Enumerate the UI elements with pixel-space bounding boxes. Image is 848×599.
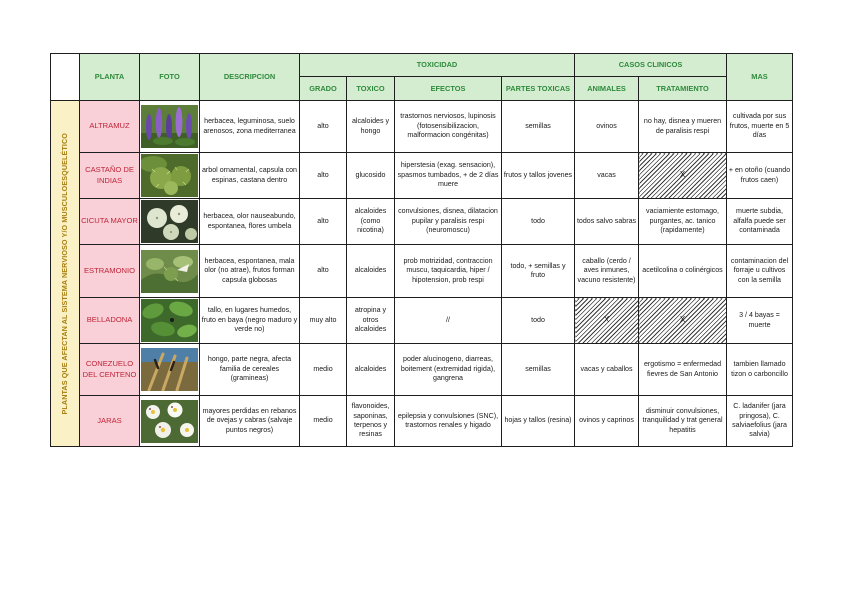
header-descripcion: DESCRIPCION (200, 54, 300, 101)
tratamiento-cell-hatched: X (639, 298, 727, 344)
hemlock-photo (141, 200, 198, 243)
ergot-photo (141, 348, 198, 391)
tratamiento-cell: disminuir convulsiones, tranquilidad y trat general hepatitis (639, 396, 727, 447)
table-row (51, 153, 793, 199)
partes-cell: todo (502, 298, 575, 344)
animales-cell: caballo (cerdo / aves inmunes, vacuno resistente) (575, 245, 639, 298)
partes-cell: todo, + semillas y fruto (502, 245, 575, 298)
tratamiento-cell: vaciamiente estomago, purgantes, ac. tanico (rapidamente) (639, 199, 727, 245)
grado-cell: medio (300, 344, 347, 396)
plant-name: BELLADONA (80, 298, 140, 344)
header-tratamiento: TRATAMIENTO (639, 77, 727, 101)
grado-cell: muy alto (300, 298, 347, 344)
rockrose-photo (141, 400, 198, 443)
efectos-cell: hiperstesia (exag. sensacion), spasmos tumbados, + de 2 días muere (395, 153, 502, 199)
header-casos-clinicos: CASOS CLINICOS (575, 54, 727, 77)
efectos-cell: convulsiones, disnea, dilatacion pupilar y paralisis respi (neuromoscu) (395, 199, 502, 245)
grado-cell: alto (300, 199, 347, 245)
animales-cell: ovinos y caprinos (575, 396, 639, 447)
plant-name: ESTRAMONIO (80, 245, 140, 298)
plant-name: CASTAÑO DE INDIAS (80, 153, 140, 199)
side-category-text: PLANTAS QUE AFECTAN AL SISTEMA NERVIOSO Y/O MUSCULOESQUELÉTICO (60, 132, 70, 415)
mas-cell: cultivada por sus frutos, muerte en 5 días (727, 101, 793, 153)
partes-cell: frutos y tallos jovenes (502, 153, 575, 199)
tratamiento-cell: acetilcolina o colinérgicos (639, 245, 727, 298)
plant-name: ALTRAMUZ (80, 101, 140, 153)
efectos-cell: epilepsia y convulsiones (SNC), trastornos renales y higado (395, 396, 502, 447)
mas-cell: + en otoño (cuando frutos caen) (727, 153, 793, 199)
efectos-cell: poder alucinogeno, diarreas, boitement (extremidad rigida), gangrena (395, 344, 502, 396)
header-partes-toxicas: PARTES TOXICAS (502, 77, 575, 101)
efectos-cell: trastornos nerviosos, lupinosis (fotosensibilizacion, malformacion congénitas) (395, 101, 502, 153)
toxico-cell: alcaloides y hongo (347, 101, 395, 153)
photo-cell (140, 344, 200, 396)
photo-cell (140, 396, 200, 447)
descripcion-cell: hongo, parte negra, afecta familia de cereales (gramineas) (200, 344, 300, 396)
toxico-cell: alcaloides (347, 344, 395, 396)
mas-cell: muerte subdia, alfalfa puede ser contaminada (727, 199, 793, 245)
descripcion-cell: herbacea, leguminosa, suelo arenosos, zona mediterranea (200, 101, 300, 153)
animales-cell: ovinos (575, 101, 639, 153)
lupin-photo (141, 105, 198, 148)
tratamiento-cell: no hay, disnea y mueren de paralisis respi (639, 101, 727, 153)
photo-cell (140, 101, 200, 153)
photo-cell (140, 245, 200, 298)
animales-cell: vacas (575, 153, 639, 199)
header-efectos: EFECTOS (395, 77, 502, 101)
toxico-cell: alcaloides (como nicotina) (347, 199, 395, 245)
belladonna-photo (141, 299, 198, 342)
header-toxicidad: TOXICIDAD (300, 54, 575, 77)
descripcion-cell: tallo, en lugares humedos, fruto en baya (negro maduro y verde no) (200, 298, 300, 344)
header-toxico: TOXICO (347, 77, 395, 101)
descripcion-cell: herbacea, espontanea, mala olor (no atrae), frutos forman capsula globosas (200, 245, 300, 298)
plant-name: CICUTA MAYOR (80, 199, 140, 245)
partes-cell: hojas y tallos (resina) (502, 396, 575, 447)
partes-cell: todo (502, 199, 575, 245)
header-animales: ANIMALES (575, 77, 639, 101)
side-category-label (51, 101, 80, 447)
corner-cell (51, 54, 80, 101)
table-row (51, 396, 793, 447)
mas-cell: contaminacion del forraje u cultivos con la semilla (727, 245, 793, 298)
partes-cell: semillas (502, 344, 575, 396)
toxico-cell: glucosido (347, 153, 395, 199)
photo-cell (140, 298, 200, 344)
mas-cell: C. ladanifer (jara pringosa), C. salviaefolius (jara salvia) (727, 396, 793, 447)
horse-chestnut-photo (141, 154, 198, 197)
mas-cell: 3 / 4 bayas = muerte (727, 298, 793, 344)
efectos-cell: prob motrizidad, contraccion muscu, taquicardia, hiper / hipotension, prob respi (395, 245, 502, 298)
table-row (51, 101, 793, 153)
mas-cell: tambien llamado tizon o carboncillo (727, 344, 793, 396)
grado-cell: alto (300, 153, 347, 199)
grado-cell: medio (300, 396, 347, 447)
grado-cell: alto (300, 245, 347, 298)
plant-name: JARAS (80, 396, 140, 447)
toxico-cell: atropina y otros alcaloides (347, 298, 395, 344)
datura-photo (141, 250, 198, 293)
header-mas: MAS (727, 54, 793, 101)
toxic-plants-table (50, 53, 793, 447)
tratamiento-cell: ergotismo = enfermedad fievres de San Antonio (639, 344, 727, 396)
toxico-cell: alcaloides (347, 245, 395, 298)
header-foto: FOTO (140, 54, 200, 101)
descripcion-cell: mayores perdidas en rebanos de ovejas y cabras (salvaje puntos negros) (200, 396, 300, 447)
header-planta: PLANTA (80, 54, 140, 101)
toxico-cell: flavonoides, saponinas, terpenos y resinas (347, 396, 395, 447)
partes-cell: semillas (502, 101, 575, 153)
animales-cell-hatched: X (575, 298, 639, 344)
plant-name: CONEZUELO DEL CENTENO (80, 344, 140, 396)
animales-cell: todos salvo sabras (575, 199, 639, 245)
grado-cell: alto (300, 101, 347, 153)
descripcion-cell: arbol ornamental, capsula con espinas, castana dentro (200, 153, 300, 199)
table-row (51, 298, 793, 344)
header-grado: GRADO (300, 77, 347, 101)
table-row (51, 344, 793, 396)
photo-cell (140, 199, 200, 245)
photo-cell (140, 153, 200, 199)
table-row (51, 245, 793, 298)
descripcion-cell: herbacea, olor nauseabundo, espontanea, flores umbela (200, 199, 300, 245)
animales-cell: vacas y caballos (575, 344, 639, 396)
tratamiento-cell-hatched: X (639, 153, 727, 199)
table-row (51, 199, 793, 245)
efectos-cell: // (395, 298, 502, 344)
